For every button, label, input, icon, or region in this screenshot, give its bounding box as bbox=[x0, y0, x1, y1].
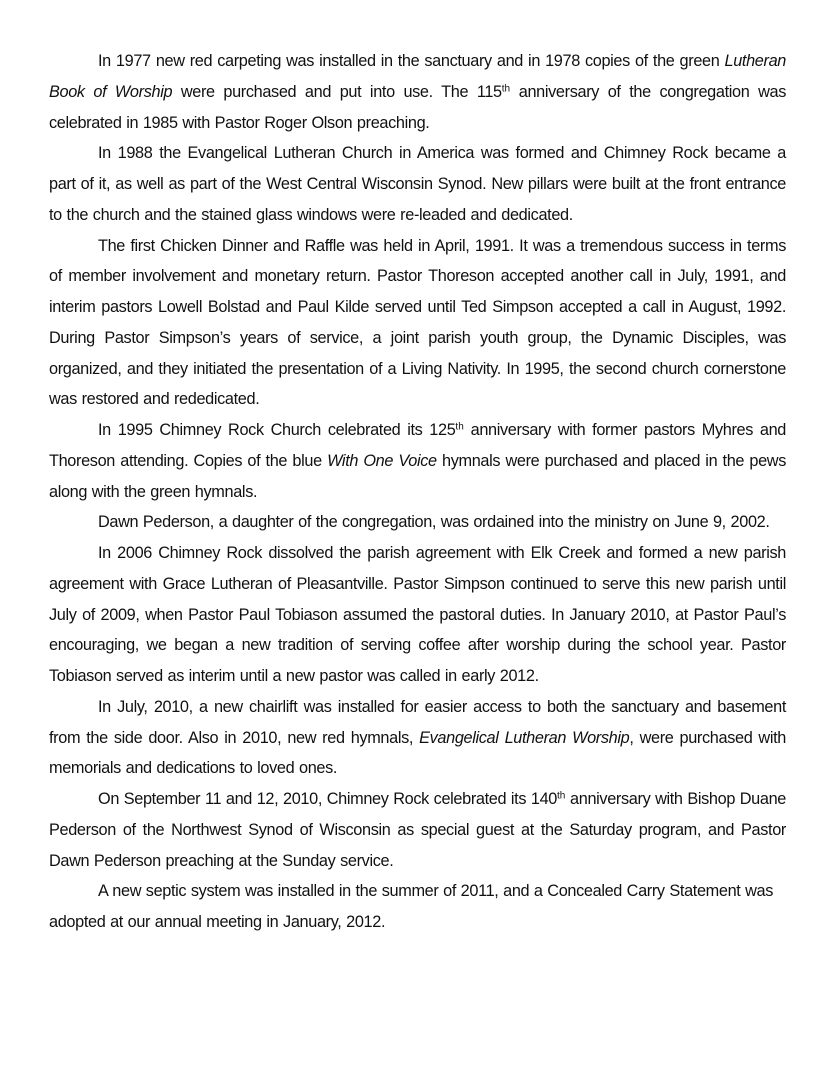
text-run: anniversary with Bishop Duane Pederson of the Northwest Synod of Wisconsin as special guest at the Saturday program, and Pastor Dawn Pederson preaching at the Sunday service. bbox=[49, 790, 786, 870]
text-run: Dawn Pederson, a daughter of the congregation, was ordained into the ministry on June 9, 2002. bbox=[98, 513, 770, 532]
italic-title: Evangelical Lutheran Worship bbox=[419, 728, 630, 747]
paragraph-1991-chicken-dinner bbox=[49, 231, 786, 416]
text-run: , were purchased with memorials and dedications to loved ones. bbox=[49, 728, 786, 778]
paragraph-1995-125th-anniversary bbox=[49, 415, 786, 507]
paragraph-1988-elca bbox=[49, 138, 786, 230]
ordinal-suffix: th bbox=[455, 421, 464, 433]
text-run: The first Chicken Dinner and Raffle was held in April, 1991. It was a tremendous success in terms of member involvement and monetary return. Pastor Thoreson accepted another call in July, 1991, and interim pastors Lowell Bolstad and Paul Kilde served until Ted Simpson accepted a call in August, 1992. During Pastor Simpson’s years of service, a joint parish youth group, the Dynamic Disciples, was organized, and they initiated the presentation of a Living Nativity. In 1995, the second church cornerstone was restored and rededicated. bbox=[49, 236, 786, 409]
text-run: A new septic system was installed in the summer of 2011, and a Concealed Carry Statement was adopted at our annual meeting in January, 2012. bbox=[49, 882, 774, 931]
paragraph-2010-140th-anniversary bbox=[49, 784, 786, 876]
text-run: hymnals were purchased and placed in the pews along with the green hymnals. bbox=[49, 451, 787, 501]
text-run: In July, 2010, a new chairlift was installed for easier access to both the sanctuary and basement from the side door. Also in 2010, new red hymnals, bbox=[49, 697, 786, 747]
italic-title: With One Voice bbox=[327, 451, 437, 470]
ordinal-suffix: th bbox=[501, 83, 511, 95]
paragraph-2010-chairlift bbox=[49, 692, 786, 784]
text-run: anniversary of the congregation was celebrated in 1985 with Pastor Roger Olson preaching. bbox=[49, 82, 786, 132]
paragraph-2011-septic-system bbox=[49, 876, 786, 938]
text-run: In 1988 the Evangelical Lutheran Church in America was formed and Chimney Rock became a part of it, as well as part of the West Central Wisconsin Synod. New pillars were built at the front entrance to the church and the stained glass windows were re-leaded and dedicated. bbox=[49, 144, 786, 224]
text-run: In 1995 Chimney Rock Church celebrated its 125 bbox=[98, 421, 456, 439]
paragraph-1977-carpeting bbox=[49, 46, 786, 138]
text-run: were purchased and put into use. The 115 bbox=[172, 82, 502, 101]
text-run: anniversary with former pastors Myhres and Thoreson attending. Copies of the blue bbox=[49, 421, 787, 470]
italic-title: Lutheran Book of Worship bbox=[49, 52, 786, 101]
text-run: On September 11 and 12, 2010, Chimney Rock celebrated its 140 bbox=[98, 790, 557, 808]
ordinal-suffix: th bbox=[556, 790, 566, 802]
document-page bbox=[49, 46, 786, 938]
paragraph-2006-parish-agreement bbox=[49, 538, 786, 692]
paragraph-2002-ordination bbox=[49, 507, 786, 538]
text-run: In 1977 new red carpeting was installed in the sanctuary and in 1978 copies of the green bbox=[98, 52, 725, 70]
text-run: In 2006 Chimney Rock dissolved the parish agreement with Elk Creek and formed a new parish agreement with Grace Lutheran of Pleasantville. Pastor Simpson continued to serve this new parish until July of 2009, when Pastor Paul Tobiason assumed the pastoral duties. In January 2010, at Pastor Paul’s encouraging, we began a new tradition of serving coffee after worship during the school year. Pastor Tobiason served as interim until a new pastor was called in early 2012. bbox=[49, 544, 786, 685]
